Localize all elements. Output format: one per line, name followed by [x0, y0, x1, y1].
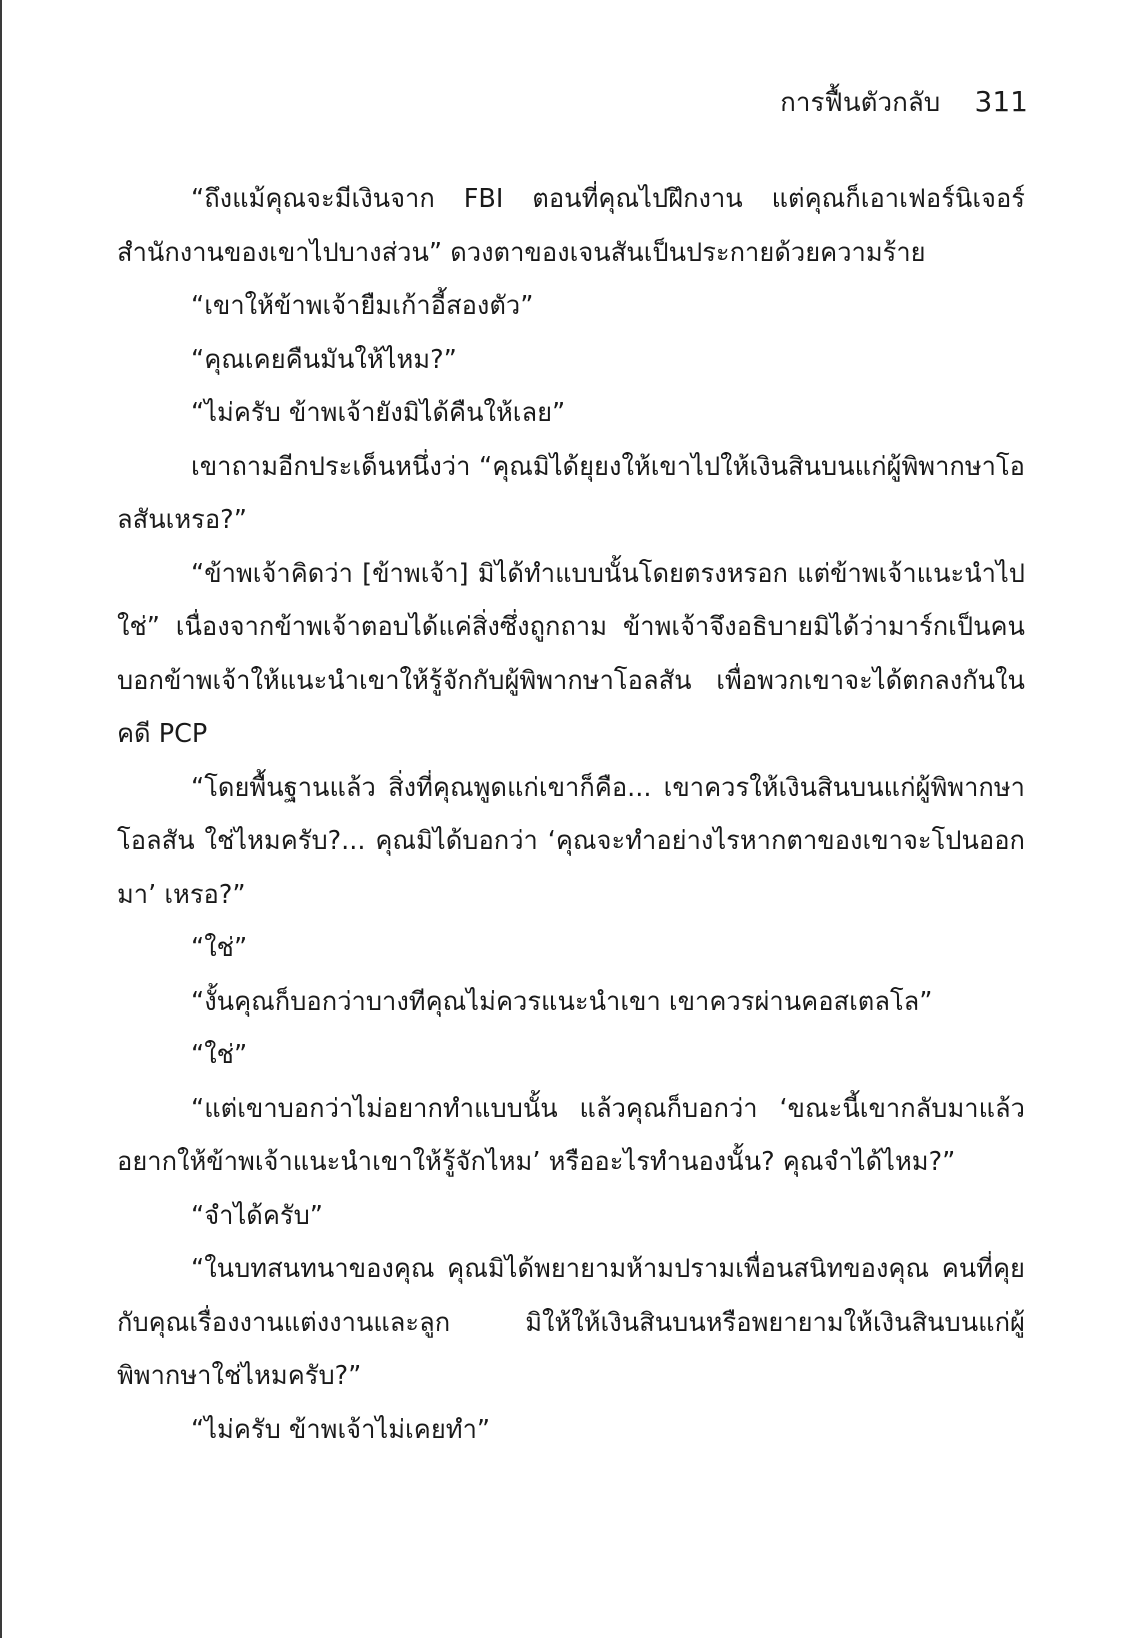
- running-title: การฟื้นตัวกลับ: [780, 88, 941, 118]
- running-header: [780, 80, 1028, 125]
- paragraph: “โดยพื้นฐานแล้ว สิ่งที่คุณพูดแก่เขาก็คือ... เขาควรให้เงินสินบนแก่ผู้พิพากษาโอลสัน ใช่ไหมครับ?... คุณมิได้บอกว่า ‘คุณจะทำอย่างไรหากตาของเขาจะโปนออกมา’ เหรอ?”: [117, 772, 1025, 910]
- paragraph: “ข้าพเจ้าคิดว่า [ข้าพเจ้า] มิได้ทำแบบนั้นโดยตรงหรอก แต่ข้าพเจ้าแนะนำไปใช่” เนื่องจากข้าพเจ้าตอบได้แค่สิ่งซึ่งถูกถาม ข้าพเจ้าจึงอธิบายมิได้ว่ามาร์กเป็นคนบอกข้าพเจ้าให้แนะนำเขาให้รู้จักกับผู้พิพากษาโอลสัน เพื่อพวกเขาจะได้ตกลงกันในคดี PCP: [117, 558, 1025, 749]
- paragraph: “งั้นคุณก็บอกว่าบางทีคุณไม่ควรแนะนำเขา เขาควรผ่านคอสเตลโล”: [191, 986, 933, 1017]
- paragraph: “ไม่ครับ ข้าพเจ้าไม่เคยทำ”: [191, 1414, 491, 1445]
- paragraph: เขาถามอีกประเด็นหนึ่งว่า “คุณมิได้ยุยงให้เขาไปให้เงินสินบนแก่ผู้พิพากษาโอลสันเหรอ?”: [117, 451, 1025, 535]
- paragraph: “ในบทสนทนาของคุณ คุณมิได้พยายามห้ามปรามเพื่อนสนิทของคุณ คนที่คุยกับคุณเรื่องงานแต่งงานและลูก มิให้ให้เงินสินบนหรือพยายามให้เงินสินบนแก่ผู้พิพากษาใช่ไหมครับ?”: [117, 1254, 1025, 1391]
- paragraph: “ใช่”: [191, 1040, 248, 1070]
- paragraph: “ไม่ครับ ข้าพเจ้ายังมิได้คืนให้เลย”: [191, 398, 566, 428]
- paragraph: “จำได้ครับ”: [191, 1200, 324, 1231]
- paragraph: “คุณเคยคืนมันให้ไหม?”: [191, 344, 457, 375]
- page-edge-line: [0, 0, 2, 1638]
- paragraph: “แต่เขาบอกว่าไม่อยากทำแบบนั้น แล้วคุณก็บอกว่า ‘ขณะนี้เขากลับมาแล้วอยากให้ข้าพเจ้าแนะนำเขาให้รู้จักไหม’ หรืออะไรทำนองนั้น? คุณจำได้ไหม?”: [117, 1093, 1025, 1177]
- page-number: 311: [974, 85, 1028, 118]
- paragraph: “ถึงแม้คุณจะมีเงินจาก FBI ตอนที่คุณไปฝึกงาน แต่คุณก็เอาเฟอร์นิเจอร์สำนักงานของเขาไปบางส่วน” ดวงตาของเจนสันเป็นประกายด้วยความร้าย: [117, 184, 1025, 268]
- body-text: [117, 173, 1025, 1457]
- paragraph: “ใช่”: [191, 933, 248, 963]
- paragraph: “เขาให้ข้าพเจ้ายืมเก้าอี้สองตัว”: [191, 291, 534, 321]
